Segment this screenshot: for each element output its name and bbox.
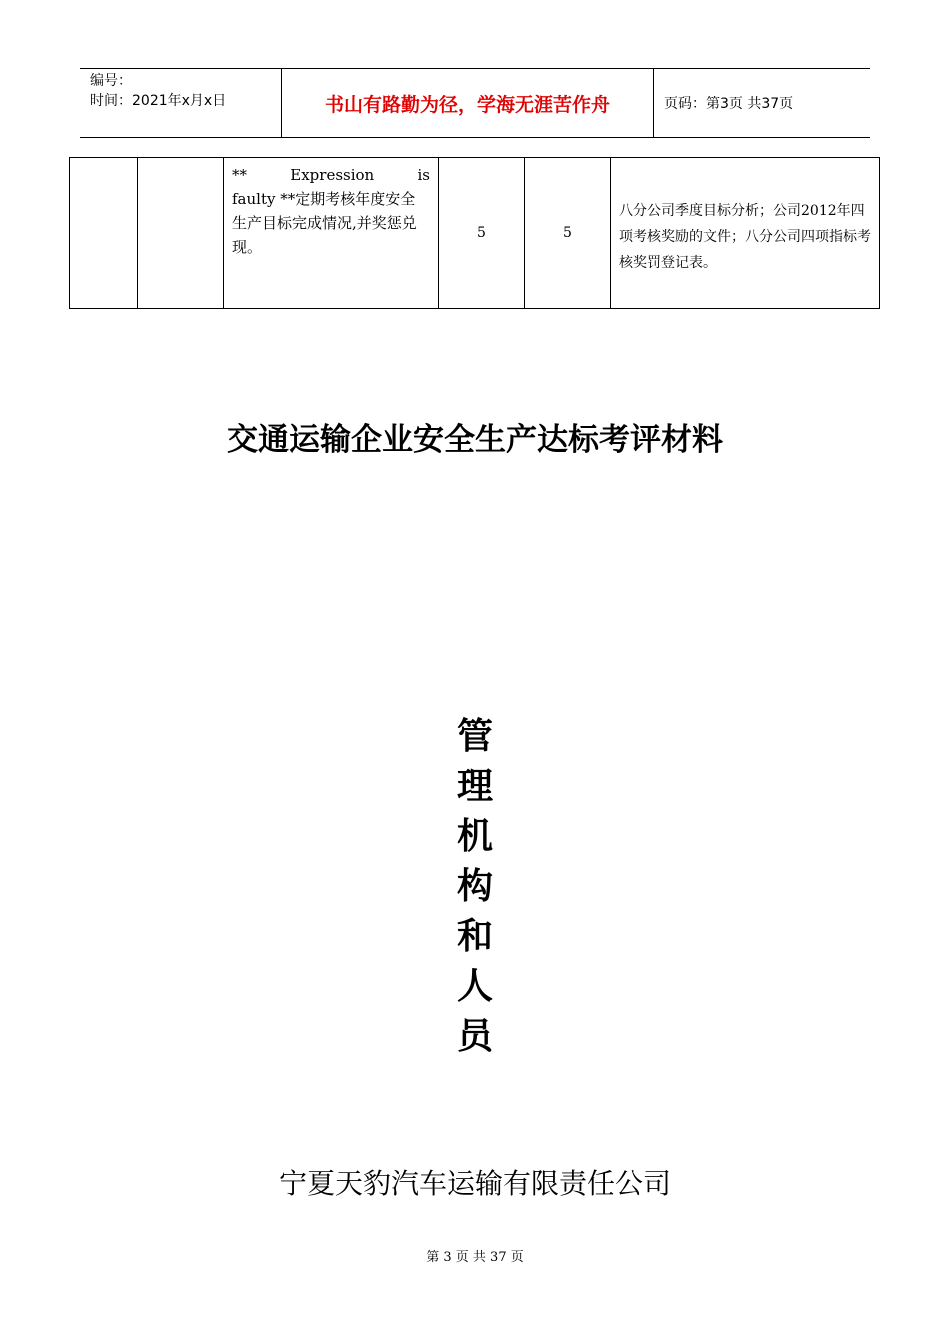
vertical-section-title [445, 712, 505, 1062]
page-header [80, 68, 870, 138]
header-page-info: 页码：第3页 共37页 [664, 96, 794, 112]
vertical-char: 管 [456, 716, 493, 757]
assessment-table [69, 157, 880, 309]
item-text-part: is [417, 166, 430, 184]
table-cell-standard-score: 5 [439, 158, 525, 309]
header-motto: 书山有路勤为径，学海无涯苦作舟 [282, 69, 654, 137]
item-first-line [232, 163, 430, 187]
table-cell-item [224, 158, 439, 309]
table-row [70, 158, 880, 309]
table-cell-actual-score: 5 [525, 158, 611, 309]
vertical-char: 理 [456, 766, 493, 807]
table-cell-evidence: 八分公司季度目标分析；公司2012年四项考核奖励的文件；八分公司四项指标考核奖罚登记表。 [611, 158, 880, 309]
vertical-char: 和 [456, 916, 493, 957]
number-label: 编号： [90, 73, 132, 89]
vertical-char: 人 [456, 966, 493, 1007]
vertical-char: 构 [456, 866, 493, 907]
table-cell-col1 [70, 158, 138, 309]
item-text-rest: faulty **定期考核年度安全生产目标完成情况,并奖惩兑现。 [232, 190, 417, 256]
company-name: 宁夏天豹汽车运输有限责任公司 [278, 1167, 671, 1200]
vertical-char: 员 [456, 1016, 493, 1057]
item-text-part: Expression [290, 166, 375, 184]
header-meta [80, 69, 282, 137]
vertical-char: 机 [456, 816, 493, 857]
table-cell-col2 [138, 158, 224, 309]
item-text-part: ** [232, 166, 247, 184]
page-footer: 第 3 页 共 37 页 [426, 1250, 524, 1265]
document-title: 交通运输企业安全生产达标考评材料 [227, 422, 723, 458]
date-line: 时间：2021年x月x日 [90, 93, 227, 109]
